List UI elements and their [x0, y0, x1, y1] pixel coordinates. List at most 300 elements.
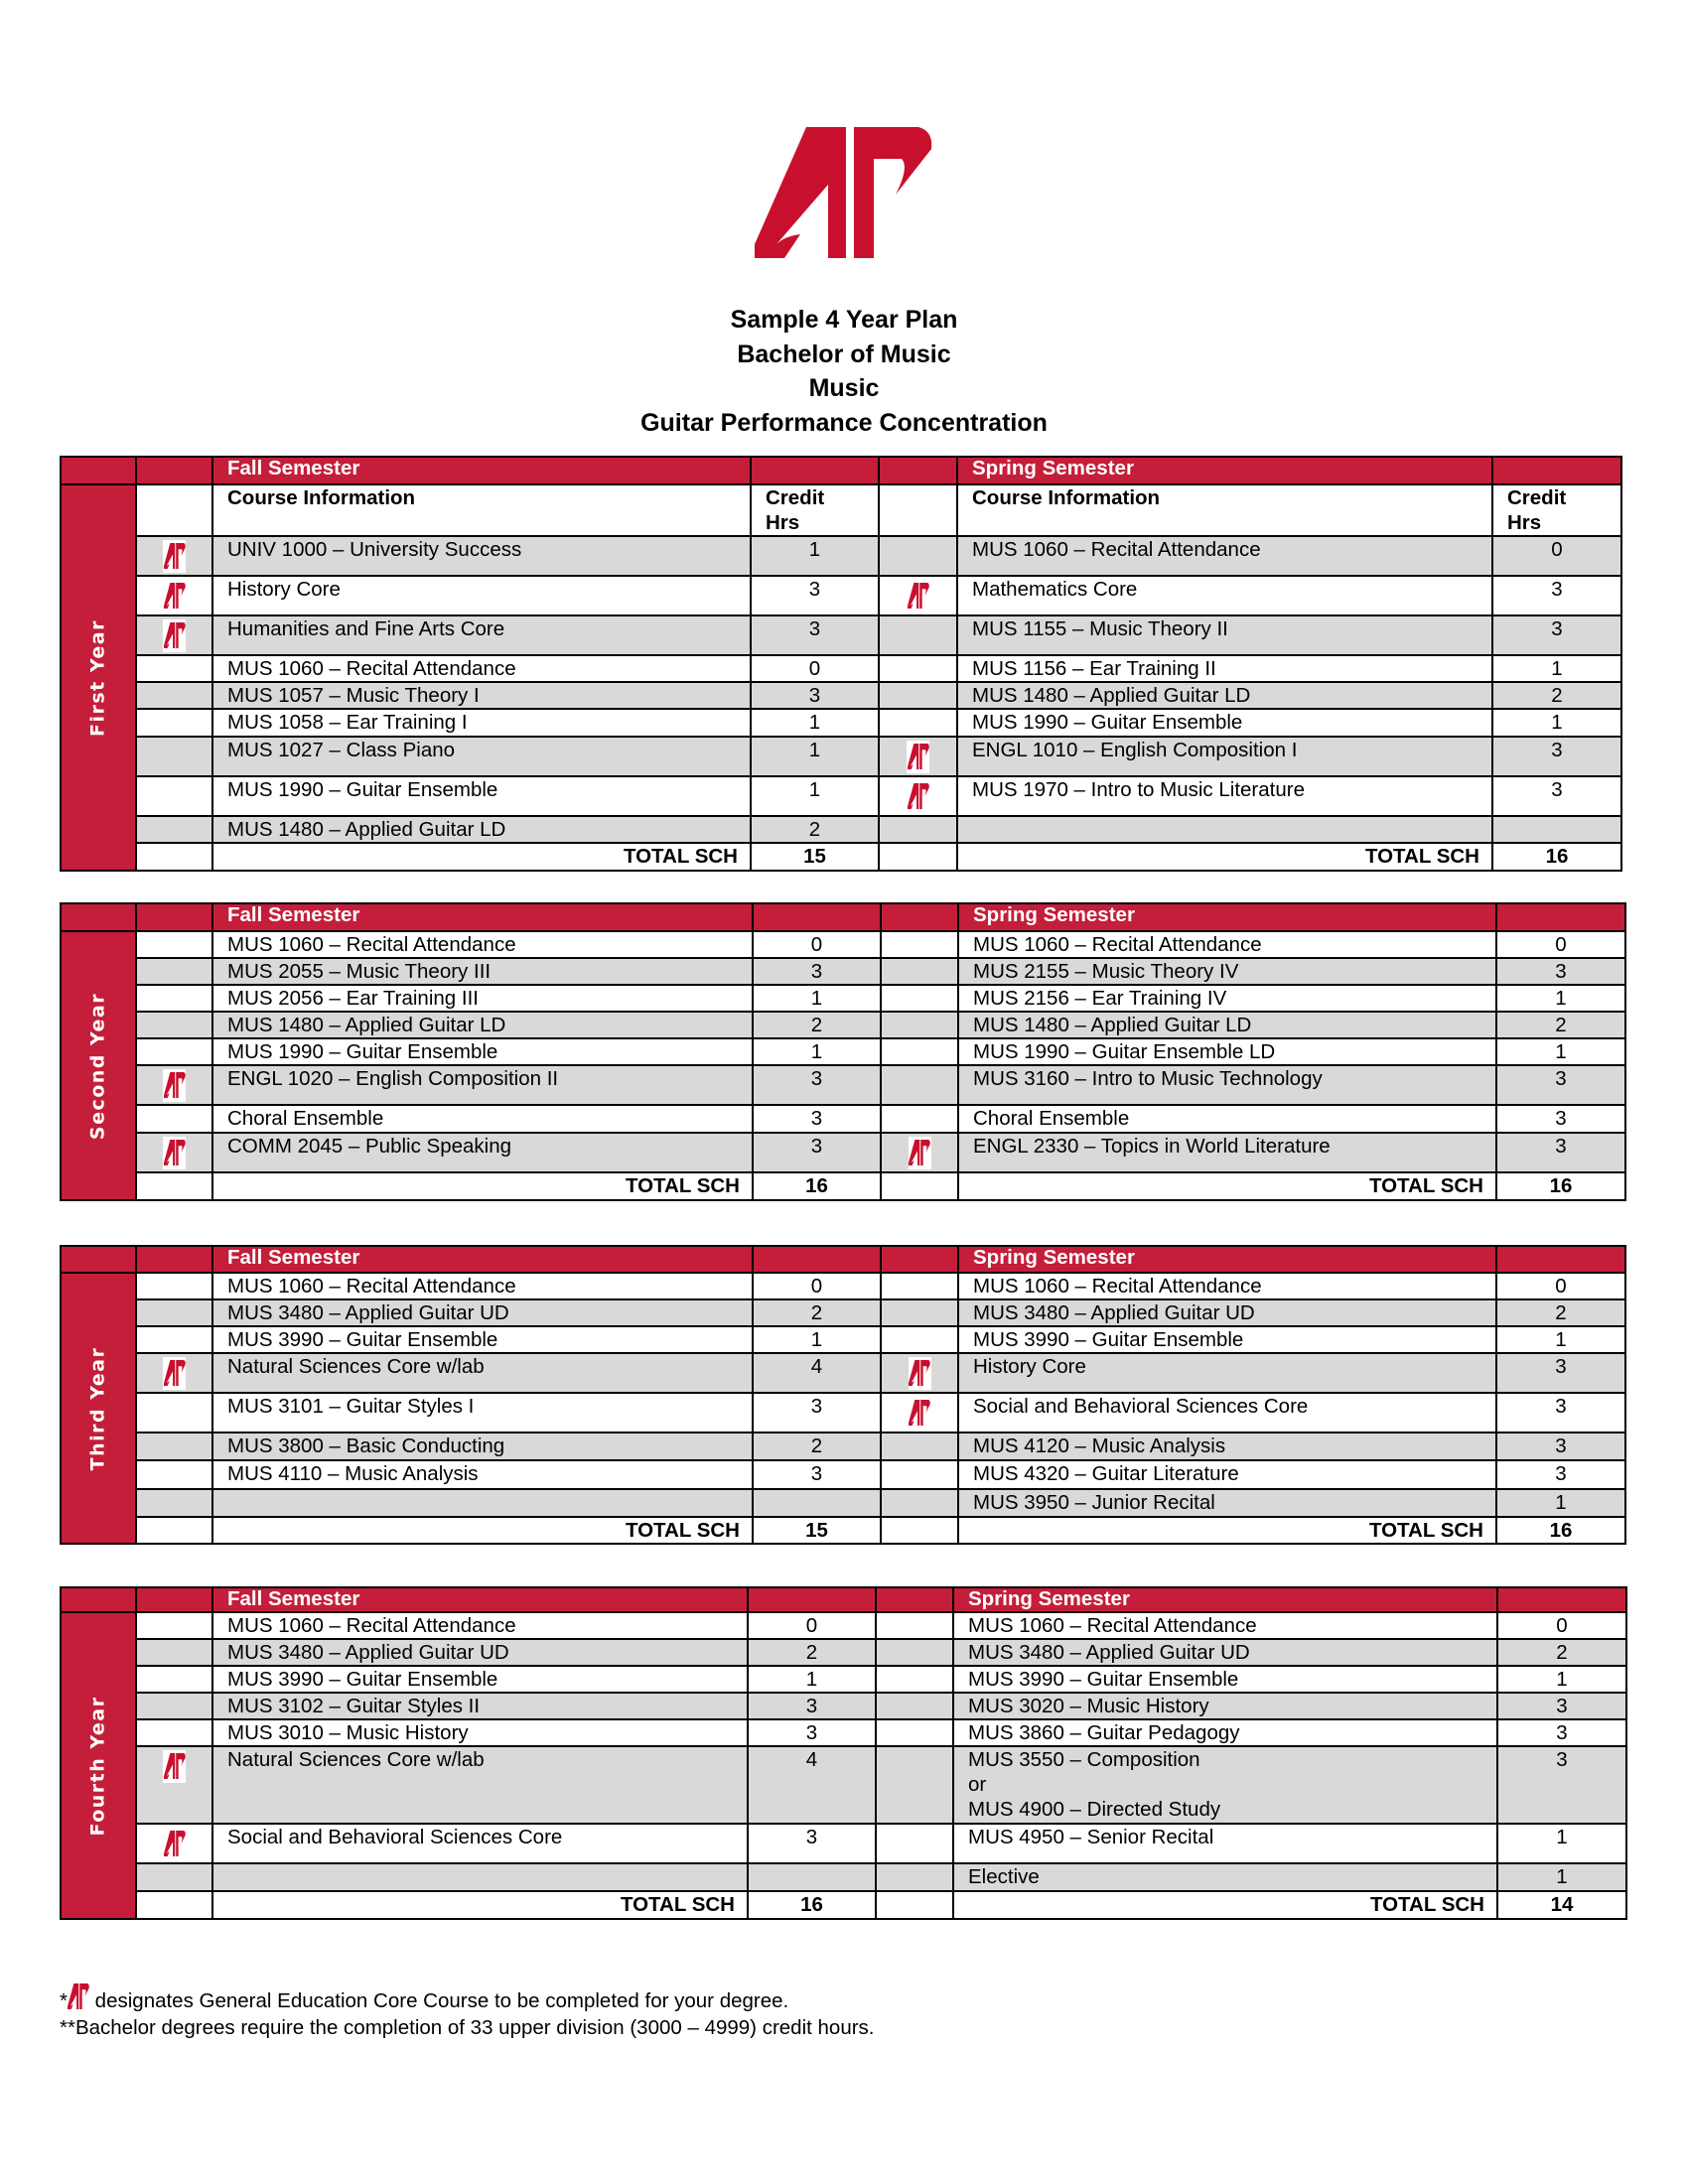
- title-line-1: Sample 4 Year Plan: [730, 306, 958, 334]
- course-row: [61, 776, 1621, 816]
- header-blank: [61, 1246, 136, 1273]
- footnote-asterisk: *: [60, 1989, 68, 2012]
- core-marker-cell: [136, 1353, 212, 1393]
- spring-course-name: ENGL 2330 – Topics in World Literature: [958, 1133, 1496, 1172]
- spring-total-value: 14: [1497, 1891, 1626, 1919]
- fall-credit-hours: 1: [753, 985, 881, 1012]
- hrs-label: Hrs: [1507, 511, 1542, 534]
- fall-total-label: TOTAL SCH: [212, 843, 751, 871]
- core-marker-cell: [881, 958, 958, 985]
- spring-credit-hours: 3: [1497, 1719, 1626, 1746]
- core-course-icon: [909, 1397, 931, 1430]
- fall-course-name: MUS 3101 – Guitar Styles I: [212, 1393, 753, 1433]
- fall-credit-hours: 0: [753, 931, 881, 958]
- fall-credit-hours: [753, 1489, 881, 1517]
- core-marker-cell: [136, 1433, 212, 1460]
- fall-course-name: MUS 1027 – Class Piano: [212, 737, 751, 776]
- spring-credit-hours: 3: [1497, 1693, 1626, 1719]
- spring-course-name: MUS 3020 – Music History: [953, 1693, 1497, 1719]
- fall-credit-hours: 2: [753, 1433, 881, 1460]
- core-marker-cell: [136, 1299, 212, 1326]
- core-marker-cell: [881, 1353, 958, 1393]
- footnote-core: [60, 1983, 875, 2014]
- fall-credit-hours: 3: [753, 1393, 881, 1433]
- spring-course-name: History Core: [958, 1353, 1496, 1393]
- total-blank: [136, 1891, 212, 1919]
- core-marker-cell: [881, 1460, 958, 1489]
- core-marker-cell: [136, 709, 212, 737]
- course-row: [61, 1299, 1625, 1326]
- course-or: or: [968, 1773, 987, 1796]
- course-row: [61, 1693, 1626, 1719]
- core-marker-cell: [879, 655, 957, 682]
- total-blank: [881, 1172, 958, 1200]
- spring-course-name: MUS 1480 – Applied Guitar LD: [958, 1012, 1496, 1038]
- fall-course-name: MUS 1060 – Recital Attendance: [212, 1612, 748, 1639]
- core-marker-cell: [876, 1612, 953, 1639]
- core-course-icon: [163, 1357, 186, 1390]
- header-blank: [1496, 1246, 1625, 1273]
- spring-total-value: 16: [1496, 1517, 1625, 1544]
- fall-credit-hours: 4: [748, 1746, 876, 1824]
- fall-course-name: MUS 1990 – Guitar Ensemble: [212, 1038, 753, 1065]
- total-blank: [881, 1517, 958, 1544]
- course-row: [61, 931, 1625, 958]
- core-marker-cell: [136, 1824, 212, 1863]
- core-course-icon: [163, 580, 186, 613]
- semester-header-row: [61, 1587, 1626, 1612]
- spring-credit-hours: 1: [1497, 1863, 1626, 1891]
- fall-semester-heading: Fall Semester: [212, 1587, 748, 1612]
- fall-course-name: COMM 2045 – Public Speaking: [212, 1133, 753, 1172]
- course-row: [61, 576, 1621, 615]
- core-marker-cell: [879, 536, 957, 576]
- spring-credit-hours: 3: [1496, 1105, 1625, 1133]
- spring-course-name: [957, 816, 1492, 843]
- university-logo: [755, 127, 933, 258]
- title-line-3: Music: [808, 374, 880, 402]
- course-row: [61, 1460, 1625, 1489]
- spring-credit-hrs-header: [1492, 484, 1621, 536]
- fall-credit-hours: 1: [753, 1326, 881, 1353]
- core-marker-cell: [876, 1639, 953, 1666]
- core-marker-cell: [881, 931, 958, 958]
- fall-credit-hours: 3: [751, 576, 879, 615]
- spring-credit-hours: 0: [1496, 1273, 1625, 1299]
- fall-semester-heading: Fall Semester: [212, 1246, 753, 1273]
- spring-course-name: MUS 1156 – Ear Training II: [957, 655, 1492, 682]
- spring-course-name: MUS 4320 – Guitar Literature: [958, 1460, 1496, 1489]
- core-marker-cell: [136, 1273, 212, 1299]
- fall-course-name: ENGL 1020 – English Composition II: [212, 1065, 753, 1105]
- core-course-icon: [163, 1750, 186, 1783]
- header-blank: [881, 1246, 958, 1273]
- fall-course-name: MUS 2055 – Music Theory III: [212, 958, 753, 985]
- fall-credit-hours: 4: [753, 1353, 881, 1393]
- core-course-icon: [163, 1828, 186, 1860]
- course-row: [61, 682, 1621, 709]
- core-course-icon: [909, 1137, 931, 1169]
- course-row: [61, 816, 1621, 843]
- semester-header-row: [61, 457, 1621, 484]
- core-marker-cell: [879, 816, 957, 843]
- course-option: MUS 3550 – Composition: [968, 1748, 1200, 1771]
- fall-total-value: 15: [751, 843, 879, 871]
- core-marker-cell: [136, 816, 212, 843]
- core-marker-cell: [881, 985, 958, 1012]
- spring-course-name: MUS 3160 – Intro to Music Technology: [958, 1065, 1496, 1105]
- fall-course-name: MUS 1060 – Recital Attendance: [212, 931, 753, 958]
- core-marker-cell: [136, 1746, 212, 1824]
- column-header-row: [61, 484, 1621, 536]
- core-marker-cell: [136, 985, 212, 1012]
- core-course-icon: [907, 580, 929, 613]
- header-blank: [61, 457, 136, 484]
- fall-credit-hours: 3: [753, 1065, 881, 1105]
- course-row: [61, 1393, 1625, 1433]
- fall-course-name: Natural Sciences Core w/lab: [212, 1746, 748, 1824]
- header-blank: [136, 457, 212, 484]
- fall-course-name: MUS 1480 – Applied Guitar LD: [212, 816, 751, 843]
- fall-credit-hours: 1: [751, 709, 879, 737]
- spring-course-name: MUS 1970 – Intro to Music Literature: [957, 776, 1492, 816]
- year-table-1: [60, 456, 1622, 872]
- course-row: [61, 1326, 1625, 1353]
- fall-credit-hours: 0: [753, 1273, 881, 1299]
- spring-course-name: MUS 1060 – Recital Attendance: [958, 931, 1496, 958]
- total-blank: [879, 843, 957, 871]
- icon-col-header: [879, 484, 957, 536]
- fall-credit-hours: 3: [751, 615, 879, 655]
- core-marker-cell: [136, 776, 212, 816]
- course-row: [61, 615, 1621, 655]
- header-blank: [136, 903, 212, 931]
- core-marker-cell: [136, 1105, 212, 1133]
- spring-course-name: Mathematics Core: [957, 576, 1492, 615]
- core-marker-cell: [876, 1863, 953, 1891]
- fall-course-name: Humanities and Fine Arts Core: [212, 615, 751, 655]
- fall-credit-hours: 1: [753, 1038, 881, 1065]
- core-marker-cell: [136, 682, 212, 709]
- spring-semester-heading: Spring Semester: [958, 1246, 1496, 1273]
- spring-credit-hours: 3: [1492, 737, 1621, 776]
- year-label: First Year: [86, 618, 109, 737]
- core-marker-cell: [136, 1612, 212, 1639]
- course-row: [61, 1863, 1626, 1891]
- spring-credit-hours: 1: [1496, 1038, 1625, 1065]
- total-blank: [136, 1517, 212, 1544]
- fall-total-value: 16: [748, 1891, 876, 1919]
- fall-credit-hours: 1: [748, 1666, 876, 1693]
- course-row: [61, 1433, 1625, 1460]
- title-line-4: Guitar Performance Concentration: [640, 408, 1048, 437]
- year-label-cell: [61, 1612, 136, 1919]
- fall-credit-hours: 2: [751, 816, 879, 843]
- total-blank: [136, 843, 212, 871]
- fall-course-name: UNIV 1000 – University Success: [212, 536, 751, 576]
- spring-credit-hours: 0: [1492, 536, 1621, 576]
- core-marker-cell: [136, 615, 212, 655]
- spring-credit-hours: 1: [1497, 1666, 1626, 1693]
- footnote-core-text: designates General Education Core Course to be completed for your degree.: [88, 1989, 789, 2012]
- fall-credit-hours: 3: [753, 958, 881, 985]
- core-marker-cell: [136, 1133, 212, 1172]
- core-marker-cell: [136, 536, 212, 576]
- course-row: [61, 1639, 1626, 1666]
- core-marker-cell: [136, 576, 212, 615]
- course-row: [61, 1612, 1626, 1639]
- fall-course-name: MUS 4110 – Music Analysis: [212, 1460, 753, 1489]
- spring-course-name: MUS 4950 – Senior Recital: [953, 1824, 1497, 1863]
- spring-course-name: Choral Ensemble: [958, 1105, 1496, 1133]
- fall-course-name: MUS 1057 – Music Theory I: [212, 682, 751, 709]
- core-marker-cell: [136, 1012, 212, 1038]
- fall-credit-hours: 3: [753, 1105, 881, 1133]
- semester-header-row: [61, 1246, 1625, 1273]
- spring-credit-hours: 2: [1496, 1299, 1625, 1326]
- core-marker-cell: [136, 655, 212, 682]
- fall-semester-heading: Fall Semester: [212, 903, 753, 931]
- core-marker-cell: [879, 682, 957, 709]
- spring-course-name: MUS 1990 – Guitar Ensemble: [957, 709, 1492, 737]
- core-marker-cell: [876, 1824, 953, 1863]
- spring-course-name: MUS 1060 – Recital Attendance: [958, 1273, 1496, 1299]
- course-row: [61, 709, 1621, 737]
- core-marker-cell: [879, 776, 957, 816]
- fall-course-name: Natural Sciences Core w/lab: [212, 1353, 753, 1393]
- spring-semester-heading: Spring Semester: [957, 457, 1492, 484]
- fall-total-label: TOTAL SCH: [212, 1891, 748, 1919]
- fall-course-name: [212, 1489, 753, 1517]
- spring-course-name: MUS 3480 – Applied Guitar UD: [953, 1639, 1497, 1666]
- total-row: [61, 1172, 1625, 1200]
- total-row: [61, 1891, 1626, 1919]
- header-blank: [753, 903, 881, 931]
- fall-credit-hours: 0: [751, 655, 879, 682]
- core-marker-cell: [876, 1746, 953, 1824]
- spring-course-name: MUS 1155 – Music Theory II: [957, 615, 1492, 655]
- core-marker-cell: [136, 1666, 212, 1693]
- core-marker-cell: [881, 1433, 958, 1460]
- spring-total-value: 16: [1492, 843, 1621, 871]
- core-marker-cell: [876, 1666, 953, 1693]
- fall-credit-hours: 3: [751, 682, 879, 709]
- core-marker-cell: [881, 1038, 958, 1065]
- course-row: [61, 655, 1621, 682]
- core-marker-cell: [881, 1326, 958, 1353]
- core-marker-cell: [879, 615, 957, 655]
- spring-course-name: Social and Behavioral Sciences Core: [958, 1393, 1496, 1433]
- spring-credit-hours: 2: [1496, 1012, 1625, 1038]
- spring-credit-hours: 3: [1492, 776, 1621, 816]
- total-row: [61, 843, 1621, 871]
- fall-course-name: [212, 1863, 748, 1891]
- core-marker-cell: [881, 1273, 958, 1299]
- footnote-upper-division: **Bachelor degrees require the completion of 33 upper division (3000 – 4999) credit hours.: [60, 2016, 875, 2039]
- fall-credit-hours: 1: [751, 536, 879, 576]
- core-course-icon: [909, 1357, 931, 1390]
- core-marker-cell: [879, 576, 957, 615]
- course-row: [61, 737, 1621, 776]
- spring-course-name: MUS 3990 – Guitar Ensemble: [958, 1326, 1496, 1353]
- course-row: [61, 958, 1625, 985]
- header-blank: [1496, 903, 1625, 931]
- course-row: [61, 1719, 1626, 1746]
- spring-credit-hours: 3: [1496, 1353, 1625, 1393]
- spring-semester-heading: Spring Semester: [953, 1587, 1497, 1612]
- fall-credit-hours: 3: [748, 1824, 876, 1863]
- year-table-2: [60, 902, 1626, 1201]
- fall-credit-hours: 2: [753, 1299, 881, 1326]
- spring-course-name: MUS 4120 – Music Analysis: [958, 1433, 1496, 1460]
- header-blank: [751, 457, 879, 484]
- fall-course-name: MUS 1058 – Ear Training I: [212, 709, 751, 737]
- spring-course-name: MUS 2155 – Music Theory IV: [958, 958, 1496, 985]
- fall-course-name: MUS 2056 – Ear Training III: [212, 985, 753, 1012]
- fall-credit-hours: 3: [748, 1693, 876, 1719]
- fall-credit-hours: 1: [751, 776, 879, 816]
- total-blank: [136, 1172, 212, 1200]
- core-marker-cell: [136, 1393, 212, 1433]
- course-row: [61, 1038, 1625, 1065]
- credit-label: Credit: [766, 486, 825, 509]
- core-course-icon: [907, 741, 929, 773]
- core-marker-cell: [136, 1693, 212, 1719]
- spring-total-label: TOTAL SCH: [953, 1891, 1497, 1919]
- spring-credit-hours: 1: [1496, 985, 1625, 1012]
- header-blank: [1492, 457, 1621, 484]
- header-blank: [748, 1587, 876, 1612]
- fall-course-info-header: Course Information: [212, 484, 751, 536]
- fall-course-name: MUS 3990 – Guitar Ensemble: [212, 1666, 748, 1693]
- spring-credit-hours: 1: [1496, 1326, 1625, 1353]
- fall-credit-hours: 3: [753, 1133, 881, 1172]
- course-row: [61, 1133, 1625, 1172]
- spring-credit-hours: 3: [1496, 958, 1625, 985]
- fall-credit-hours: 1: [751, 737, 879, 776]
- course-row: [61, 1489, 1625, 1517]
- course-row: [61, 985, 1625, 1012]
- spring-credit-hours: 3: [1496, 1460, 1625, 1489]
- spring-credit-hours: [1492, 816, 1621, 843]
- fall-course-name: History Core: [212, 576, 751, 615]
- core-marker-cell: [876, 1719, 953, 1746]
- fall-course-name: MUS 1480 – Applied Guitar LD: [212, 1012, 753, 1038]
- fall-total-label: TOTAL SCH: [212, 1172, 753, 1200]
- header-blank: [61, 1587, 136, 1612]
- spring-total-label: TOTAL SCH: [958, 1172, 1496, 1200]
- semester-header-row: [61, 903, 1625, 931]
- core-marker-cell: [136, 1326, 212, 1353]
- core-marker-cell: [136, 1639, 212, 1666]
- fall-course-name: MUS 1060 – Recital Attendance: [212, 655, 751, 682]
- spring-credit-hours: 2: [1492, 682, 1621, 709]
- header-blank: [753, 1246, 881, 1273]
- course-row: [61, 536, 1621, 576]
- fall-credit-hours: 3: [753, 1460, 881, 1489]
- spring-credit-hours: 2: [1497, 1639, 1626, 1666]
- year-table-3: [60, 1245, 1626, 1545]
- fall-course-name: MUS 3102 – Guitar Styles II: [212, 1693, 748, 1719]
- spring-credit-hours: 1: [1492, 709, 1621, 737]
- spring-credit-hours: 1: [1496, 1489, 1625, 1517]
- core-marker-cell: [879, 709, 957, 737]
- fall-course-name: MUS 3480 – Applied Guitar UD: [212, 1299, 753, 1326]
- fall-credit-hours: [748, 1863, 876, 1891]
- fall-course-name: MUS 1990 – Guitar Ensemble: [212, 776, 751, 816]
- fall-course-name: MUS 3990 – Guitar Ensemble: [212, 1326, 753, 1353]
- core-marker-cell: [881, 1065, 958, 1105]
- fall-credit-hours: 2: [748, 1639, 876, 1666]
- header-blank: [881, 903, 958, 931]
- spring-course-name: ENGL 1010 – English Composition I: [957, 737, 1492, 776]
- spring-course-name: MUS 3990 – Guitar Ensemble: [953, 1666, 1497, 1693]
- total-row: [61, 1517, 1625, 1544]
- spring-course-info-header: Course Information: [957, 484, 1492, 536]
- core-marker-cell: [881, 1393, 958, 1433]
- year-table-4: [60, 1586, 1627, 1920]
- spring-credit-hours: 0: [1497, 1612, 1626, 1639]
- credit-label: Credit: [1507, 486, 1567, 509]
- spring-total-value: 16: [1496, 1172, 1625, 1200]
- spring-semester-heading: Spring Semester: [958, 903, 1496, 931]
- core-marker-cell: [136, 1719, 212, 1746]
- footnotes: [60, 1983, 875, 2041]
- spring-credit-hours: 3: [1492, 576, 1621, 615]
- fall-course-name: MUS 1060 – Recital Attendance: [212, 1273, 753, 1299]
- fall-credit-hours: 3: [748, 1719, 876, 1746]
- year-label-cell: [61, 484, 136, 871]
- spring-credit-hours: 3: [1496, 1133, 1625, 1172]
- fall-semester-heading: Fall Semester: [212, 457, 751, 484]
- core-marker-cell: [876, 1693, 953, 1719]
- spring-course-name: MUS 1060 – Recital Attendance: [953, 1612, 1497, 1639]
- core-marker-cell: [136, 958, 212, 985]
- header-blank: [876, 1587, 953, 1612]
- course-row: [61, 1105, 1625, 1133]
- fall-course-name: Choral Ensemble: [212, 1105, 753, 1133]
- core-course-icon: [163, 1069, 186, 1102]
- core-course-icon: [907, 780, 929, 813]
- year-label: Second Year: [86, 992, 109, 1140]
- course-row: [61, 1353, 1625, 1393]
- core-marker-cell: [136, 1460, 212, 1489]
- fall-course-name: MUS 3800 – Basic Conducting: [212, 1433, 753, 1460]
- plan-title-block: [0, 303, 1688, 440]
- core-marker-cell: [881, 1012, 958, 1038]
- fall-total-value: 16: [753, 1172, 881, 1200]
- fall-credit-hours: 2: [753, 1012, 881, 1038]
- spring-course-name: [953, 1746, 1497, 1824]
- core-marker-cell: [136, 931, 212, 958]
- header-blank: [136, 1246, 212, 1273]
- spring-credit-hours: 1: [1497, 1824, 1626, 1863]
- course-row: [61, 1065, 1625, 1105]
- core-course-icon: [163, 540, 186, 573]
- course-row: [61, 1666, 1626, 1693]
- hrs-label: Hrs: [766, 511, 800, 534]
- spring-course-name: MUS 1990 – Guitar Ensemble LD: [958, 1038, 1496, 1065]
- spring-course-name: MUS 3480 – Applied Guitar UD: [958, 1299, 1496, 1326]
- spring-course-name: MUS 2156 – Ear Training IV: [958, 985, 1496, 1012]
- spring-credit-hours: 3: [1492, 615, 1621, 655]
- fall-total-value: 15: [753, 1517, 881, 1544]
- course-row: [61, 1273, 1625, 1299]
- ap-logo-icon: [755, 127, 933, 258]
- spring-course-name: MUS 3950 – Junior Recital: [958, 1489, 1496, 1517]
- core-marker-cell: [136, 1065, 212, 1105]
- core-marker-cell: [136, 1863, 212, 1891]
